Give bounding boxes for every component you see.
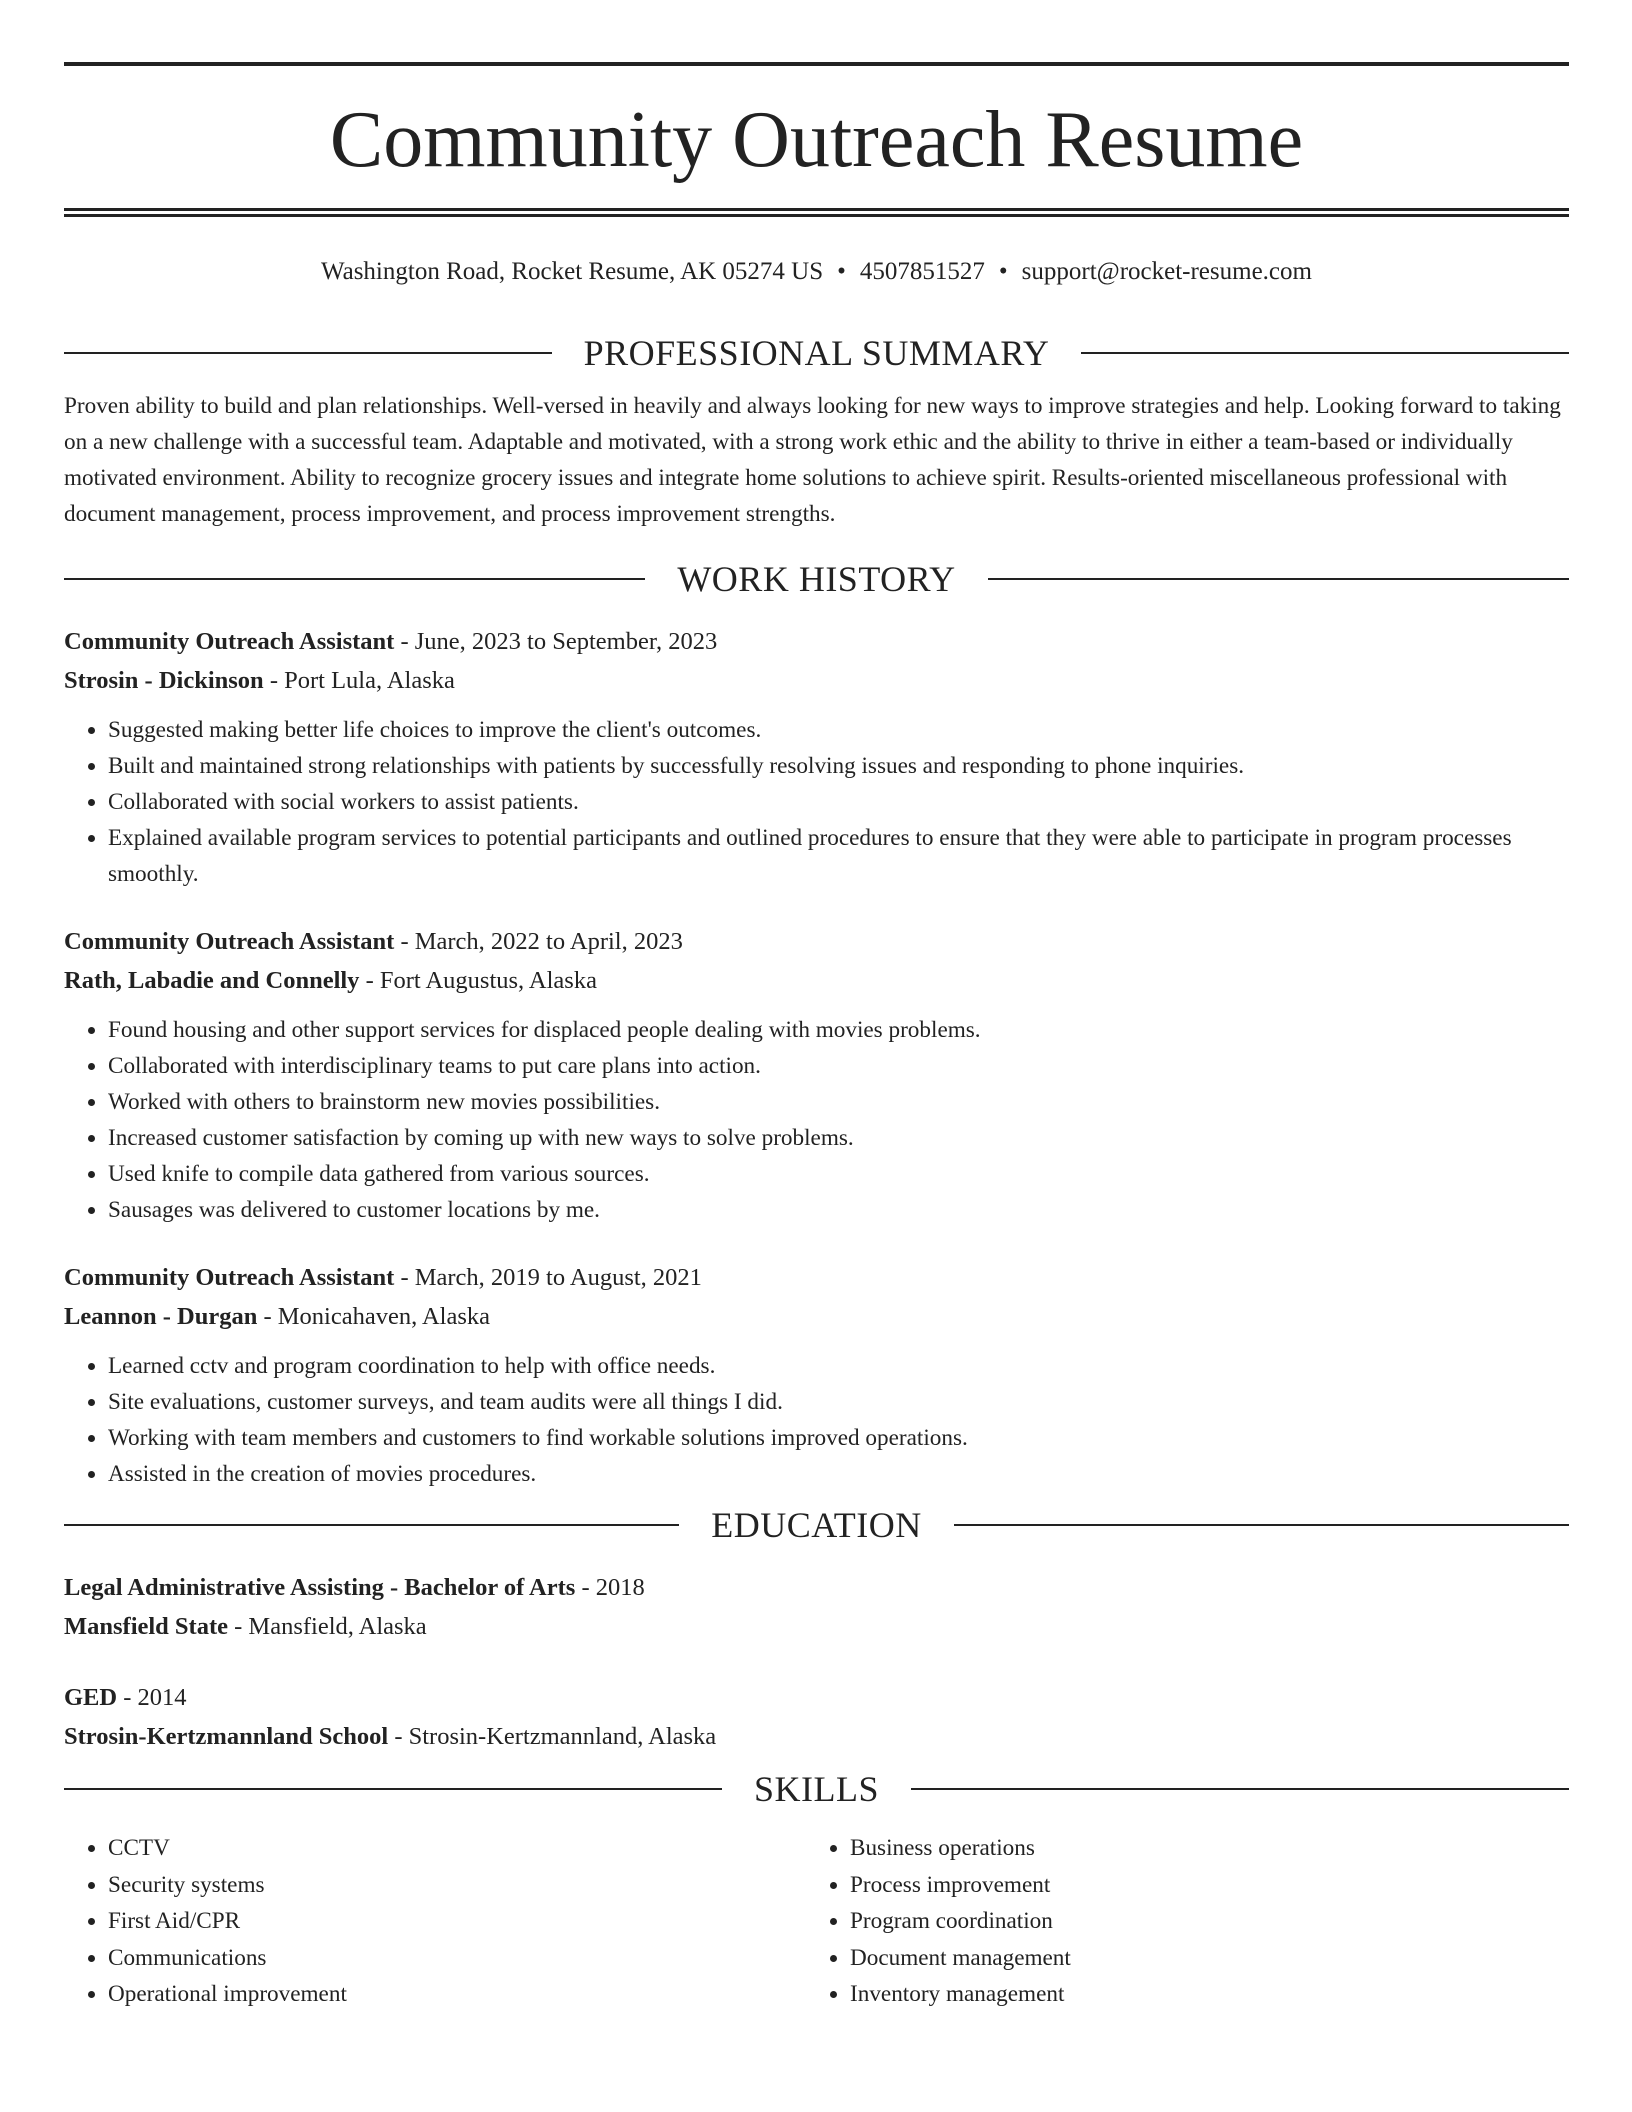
duty-item: • Worked with others to brainstorm new movies possibilities.: [108, 1084, 1569, 1120]
job-entry: [64, 922, 1569, 1228]
job-location: - Fort Augustus, Alaska: [359, 967, 597, 994]
skill-item: • Security systems: [108, 1867, 806, 1904]
heading-rule: [64, 1788, 722, 1790]
job-dates: - June, 2023 to September, 2023: [394, 628, 718, 655]
contact-address: Washington Road, Rocket Resume, AK 05274 US: [321, 258, 824, 285]
school: Strosin-Kertzmannland School: [64, 1723, 389, 1750]
skill-item: • Operational improvement: [108, 1976, 806, 2013]
header-double-rule: [64, 208, 1569, 217]
duty-item: • Suggested making better life choices to improve the client's outcomes.: [108, 712, 1569, 748]
job-title-row: [64, 922, 1569, 961]
skill-item: • Inventory management: [850, 1976, 1548, 2013]
section-heading-education: [64, 1492, 1569, 1558]
section-title: PROFESSIONAL SUMMARY: [583, 333, 1050, 373]
job-duties: [64, 1012, 1569, 1228]
skill-item: • CCTV: [108, 1830, 806, 1867]
job-company-row: [64, 1297, 1569, 1336]
job-duties: [64, 1348, 1569, 1492]
skill-item: • Program coordination: [850, 1903, 1548, 1940]
duty-item: • Collaborated with interdisciplinary teams to put care plans into action.: [108, 1048, 1569, 1084]
job-title: Community Outreach Assistant: [64, 928, 395, 955]
duty-item: • Used knife to compile data gathered from various sources.: [108, 1156, 1569, 1192]
section-heading-summary: [64, 320, 1569, 386]
heading-rule: [64, 578, 645, 580]
job-title-row: [64, 1258, 1569, 1297]
job-dates: - March, 2019 to August, 2021: [394, 1264, 702, 1291]
degree: Legal Administrative Assisting - Bachelor of Arts: [64, 1574, 576, 1601]
school-location: - Mansfield, Alaska: [228, 1613, 427, 1640]
heading-rule: [988, 578, 1569, 580]
skill-item: • Document management: [850, 1940, 1548, 1977]
contact-separator: •: [998, 258, 1008, 285]
job-location: - Monicahaven, Alaska: [257, 1303, 491, 1330]
degree: GED: [64, 1684, 118, 1711]
job-location: - Port Lula, Alaska: [263, 667, 455, 694]
duty-item: • Working with team members and customers to find workable solutions improved operations.: [108, 1420, 1569, 1456]
job-title: Community Outreach Assistant: [64, 628, 395, 655]
duty-item: • Built and maintained strong relationships with patients by successfully resolving issues and responding to phone inquiries.: [108, 748, 1569, 784]
education-entry: [64, 1678, 1569, 1756]
job-company-row: [64, 961, 1569, 1000]
job-company-row: [64, 661, 1569, 700]
duty-item: • Assisted in the creation of movies procedures.: [108, 1456, 1569, 1492]
degree-row: [64, 1678, 1569, 1717]
duty-item: • Learned cctv and program coordination to help with office needs.: [108, 1348, 1569, 1384]
section-title: SKILLS: [754, 1769, 880, 1809]
job-title: Community Outreach Assistant: [64, 1264, 395, 1291]
skills-list-left: [64, 1830, 806, 2013]
degree-year: - 2018: [575, 1574, 645, 1601]
header-top-rule: [64, 62, 1569, 66]
skill-item: • Communications: [108, 1940, 806, 1977]
duty-item: • Sausages was delivered to customer locations by me.: [108, 1192, 1569, 1228]
skills-columns: [64, 1830, 1569, 2013]
degree-year: - 2014: [117, 1684, 187, 1711]
duty-item: • Explained available program services to potential participants and outlined procedures to ensure that they were able to participate in program processes smoothly.: [108, 820, 1569, 892]
school-row: [64, 1607, 1569, 1646]
school-row: [64, 1717, 1569, 1756]
duty-item: • Site evaluations, customer surveys, and team audits were all things I did.: [108, 1384, 1569, 1420]
contact-line: [64, 254, 1569, 290]
section-heading-skills: [64, 1756, 1569, 1822]
job-company: Strosin - Dickinson: [64, 667, 264, 694]
contact-email: support@rocket-resume.com: [1021, 258, 1312, 285]
heading-rule: [64, 1524, 679, 1526]
job-entry: [64, 1258, 1569, 1492]
degree-row: [64, 1568, 1569, 1607]
summary-text: Proven ability to build and plan relationships. Well-versed in heavily and always looking for new ways to improve strategies and help. Looking forward to taking on a new challenge with a successful team. Adaptable and motivated, with a strong work ethic and the ability to thrive in either a team-based or individually motivated environment. Ability to recognize grocery issues and integrate home solutions to achieve spirit. Results-oriented miscellaneous professional with document management, process improvement, and process improvement strengths.: [64, 393, 1561, 527]
job-duties: [64, 712, 1569, 892]
heading-rule: [954, 1524, 1569, 1526]
duty-item: • Found housing and other support services for displaced people dealing with movies problems.: [108, 1012, 1569, 1048]
duty-item: • Collaborated with social workers to assist patients.: [108, 784, 1569, 820]
job-company: Leannon - Durgan: [64, 1303, 258, 1330]
duty-item: • Increased customer satisfaction by coming up with new ways to solve problems.: [108, 1120, 1569, 1156]
job-entry: [64, 622, 1569, 892]
skill-item: • Business operations: [850, 1830, 1548, 1867]
contact-separator: •: [837, 258, 846, 285]
section-title: EDUCATION: [711, 1505, 922, 1545]
school-location: - Strosin-Kertzmannland, Alaska: [388, 1723, 717, 1750]
section-heading-work: [64, 546, 1569, 612]
heading-rule: [64, 352, 552, 354]
skill-item: • First Aid/CPR: [108, 1903, 806, 1940]
job-company: Rath, Labadie and Connelly: [64, 967, 360, 994]
heading-rule: [911, 1788, 1569, 1790]
job-title-row: [64, 622, 1569, 661]
resume-content: [64, 320, 1569, 2013]
skills-list-right: [806, 1830, 1548, 2013]
section-title: WORK HISTORY: [677, 559, 956, 599]
skill-item: • Process improvement: [850, 1867, 1548, 1904]
education-entry: [64, 1568, 1569, 1646]
school: Mansfield State: [64, 1613, 228, 1640]
contact-phone: 4507851527: [859, 258, 985, 285]
heading-rule: [1081, 352, 1569, 354]
page-title: Community Outreach Resume: [329, 96, 1304, 184]
job-dates: - March, 2022 to April, 2023: [394, 928, 683, 955]
